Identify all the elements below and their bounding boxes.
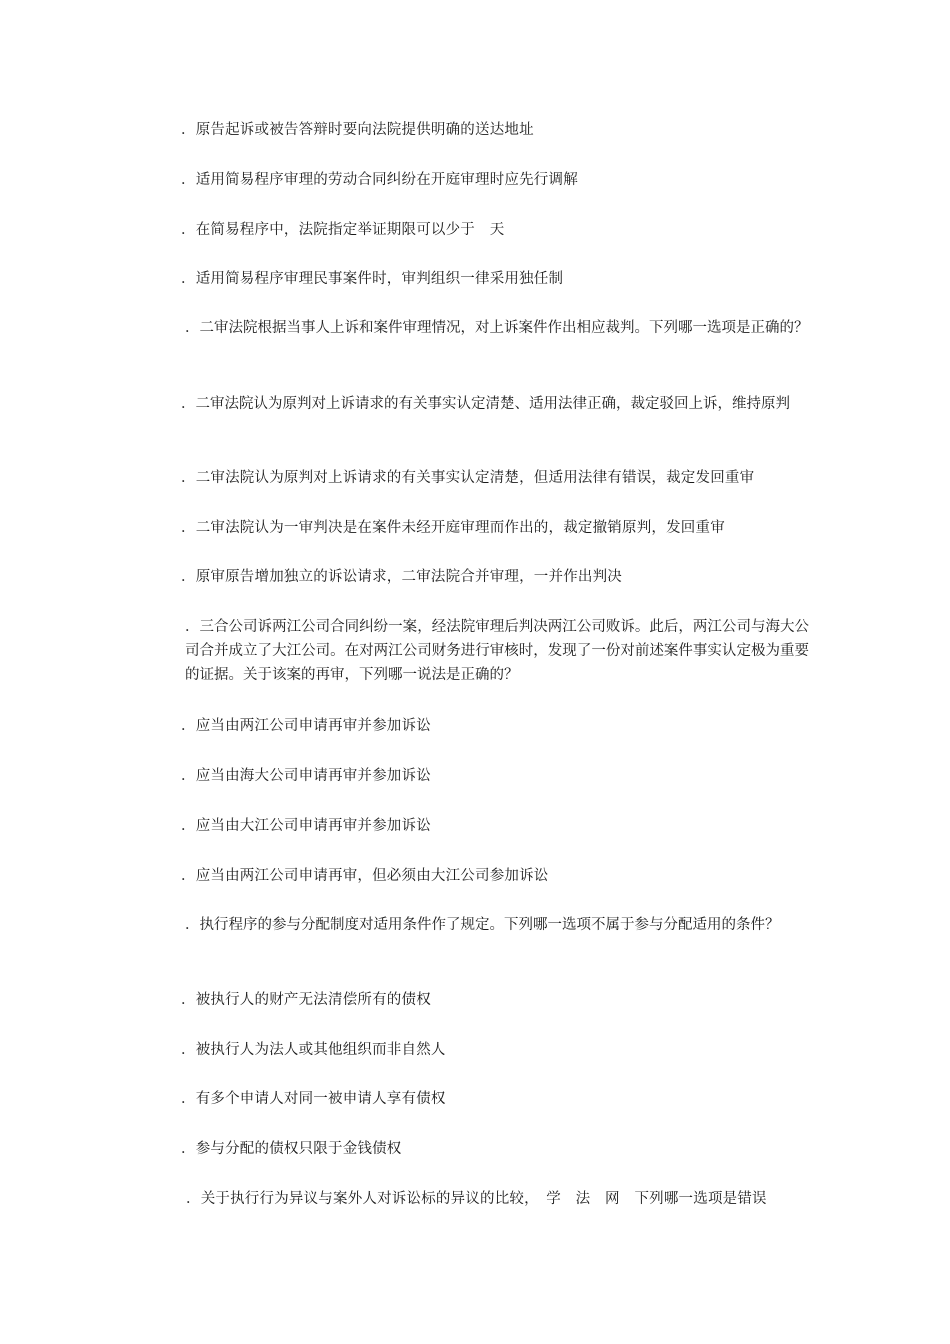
question-stem-text: ．执行程序的参与分配制度对适用条件作了规定。下列哪一选项不属于参与分配适用的条件？ xyxy=(185,917,780,933)
option-line: ．二审法院认为原判对上诉请求的有关事实认定清楚，但适用法律有错误，裁定发回重审 xyxy=(181,470,755,486)
option-line: ．被执行人的财产无法清偿所有的债权 xyxy=(181,992,431,1008)
option-line: ．应当由两江公司申请再审，但必须由大江公司参加诉讼 xyxy=(181,868,549,884)
option-line: ．二审法院认为一审判决是在案件未经开庭审理而作出的，裁定撤销原判，发回重审 xyxy=(181,520,725,536)
option-line: ．被执行人为法人或其他组织而非自然人 xyxy=(181,1042,446,1058)
option-line: ．参与分配的债权只限于金钱债权 xyxy=(181,1141,402,1157)
option-line: ．原告起诉或被告答辩时要向法院提供明确的送达地址 xyxy=(181,122,534,138)
question-stem-text: ．三合公司诉两江公司合同纠纷一案，经法院审理后判决两江公司败诉。此后，两江公司与海大公司合并成立了大江公司。在对两江公司财务进行审核时，发现了一份对前述案件事实认定极为重要的证据。关于该案的再审，下列哪一说法是正确的？ xyxy=(185,619,809,683)
option-line: ．在简易程序中，法院指定举证期限可以少于 天 xyxy=(181,222,505,238)
option-line: ．应当由两江公司申请再审并参加诉讼 xyxy=(181,718,431,734)
option-line: ．有多个申请人对同一被申请人享有债权 xyxy=(181,1091,446,1107)
question-stem-text: ．二审法院根据当事人上诉和案件审理情况，对上诉案件作出相应裁判。下列哪一选项是正确的？ xyxy=(185,320,809,336)
option-line: ．应当由大江公司申请再审并参加诉讼 xyxy=(181,818,431,834)
option-line: ．原审原告增加独立的诉讼请求，二审法院合并审理，一并作出判决 xyxy=(181,569,622,585)
question-stem xyxy=(145,316,809,340)
option-line: ．适用简易程序审理的劳动合同纠纷在开庭审理时应先行调解 xyxy=(181,172,578,188)
question-stem: ．关于执行行为异议与案外人对诉讼标的异议的比较， 学 法 网 下列哪一选项是错误 xyxy=(186,1191,767,1207)
option-text: ．二审法院认为原判对上诉请求的有关事实认定清楚、适用法律正确，裁定驳回上诉，维持原判 xyxy=(181,396,790,412)
question-stem xyxy=(145,615,809,687)
option-line: ．适用简易程序审理民事案件时，审判组织一律采用独任制 xyxy=(181,271,564,287)
question-stem xyxy=(145,913,809,937)
option-paragraph xyxy=(145,392,809,416)
option-line: ．应当由海大公司申请再审并参加诉讼 xyxy=(181,768,431,784)
